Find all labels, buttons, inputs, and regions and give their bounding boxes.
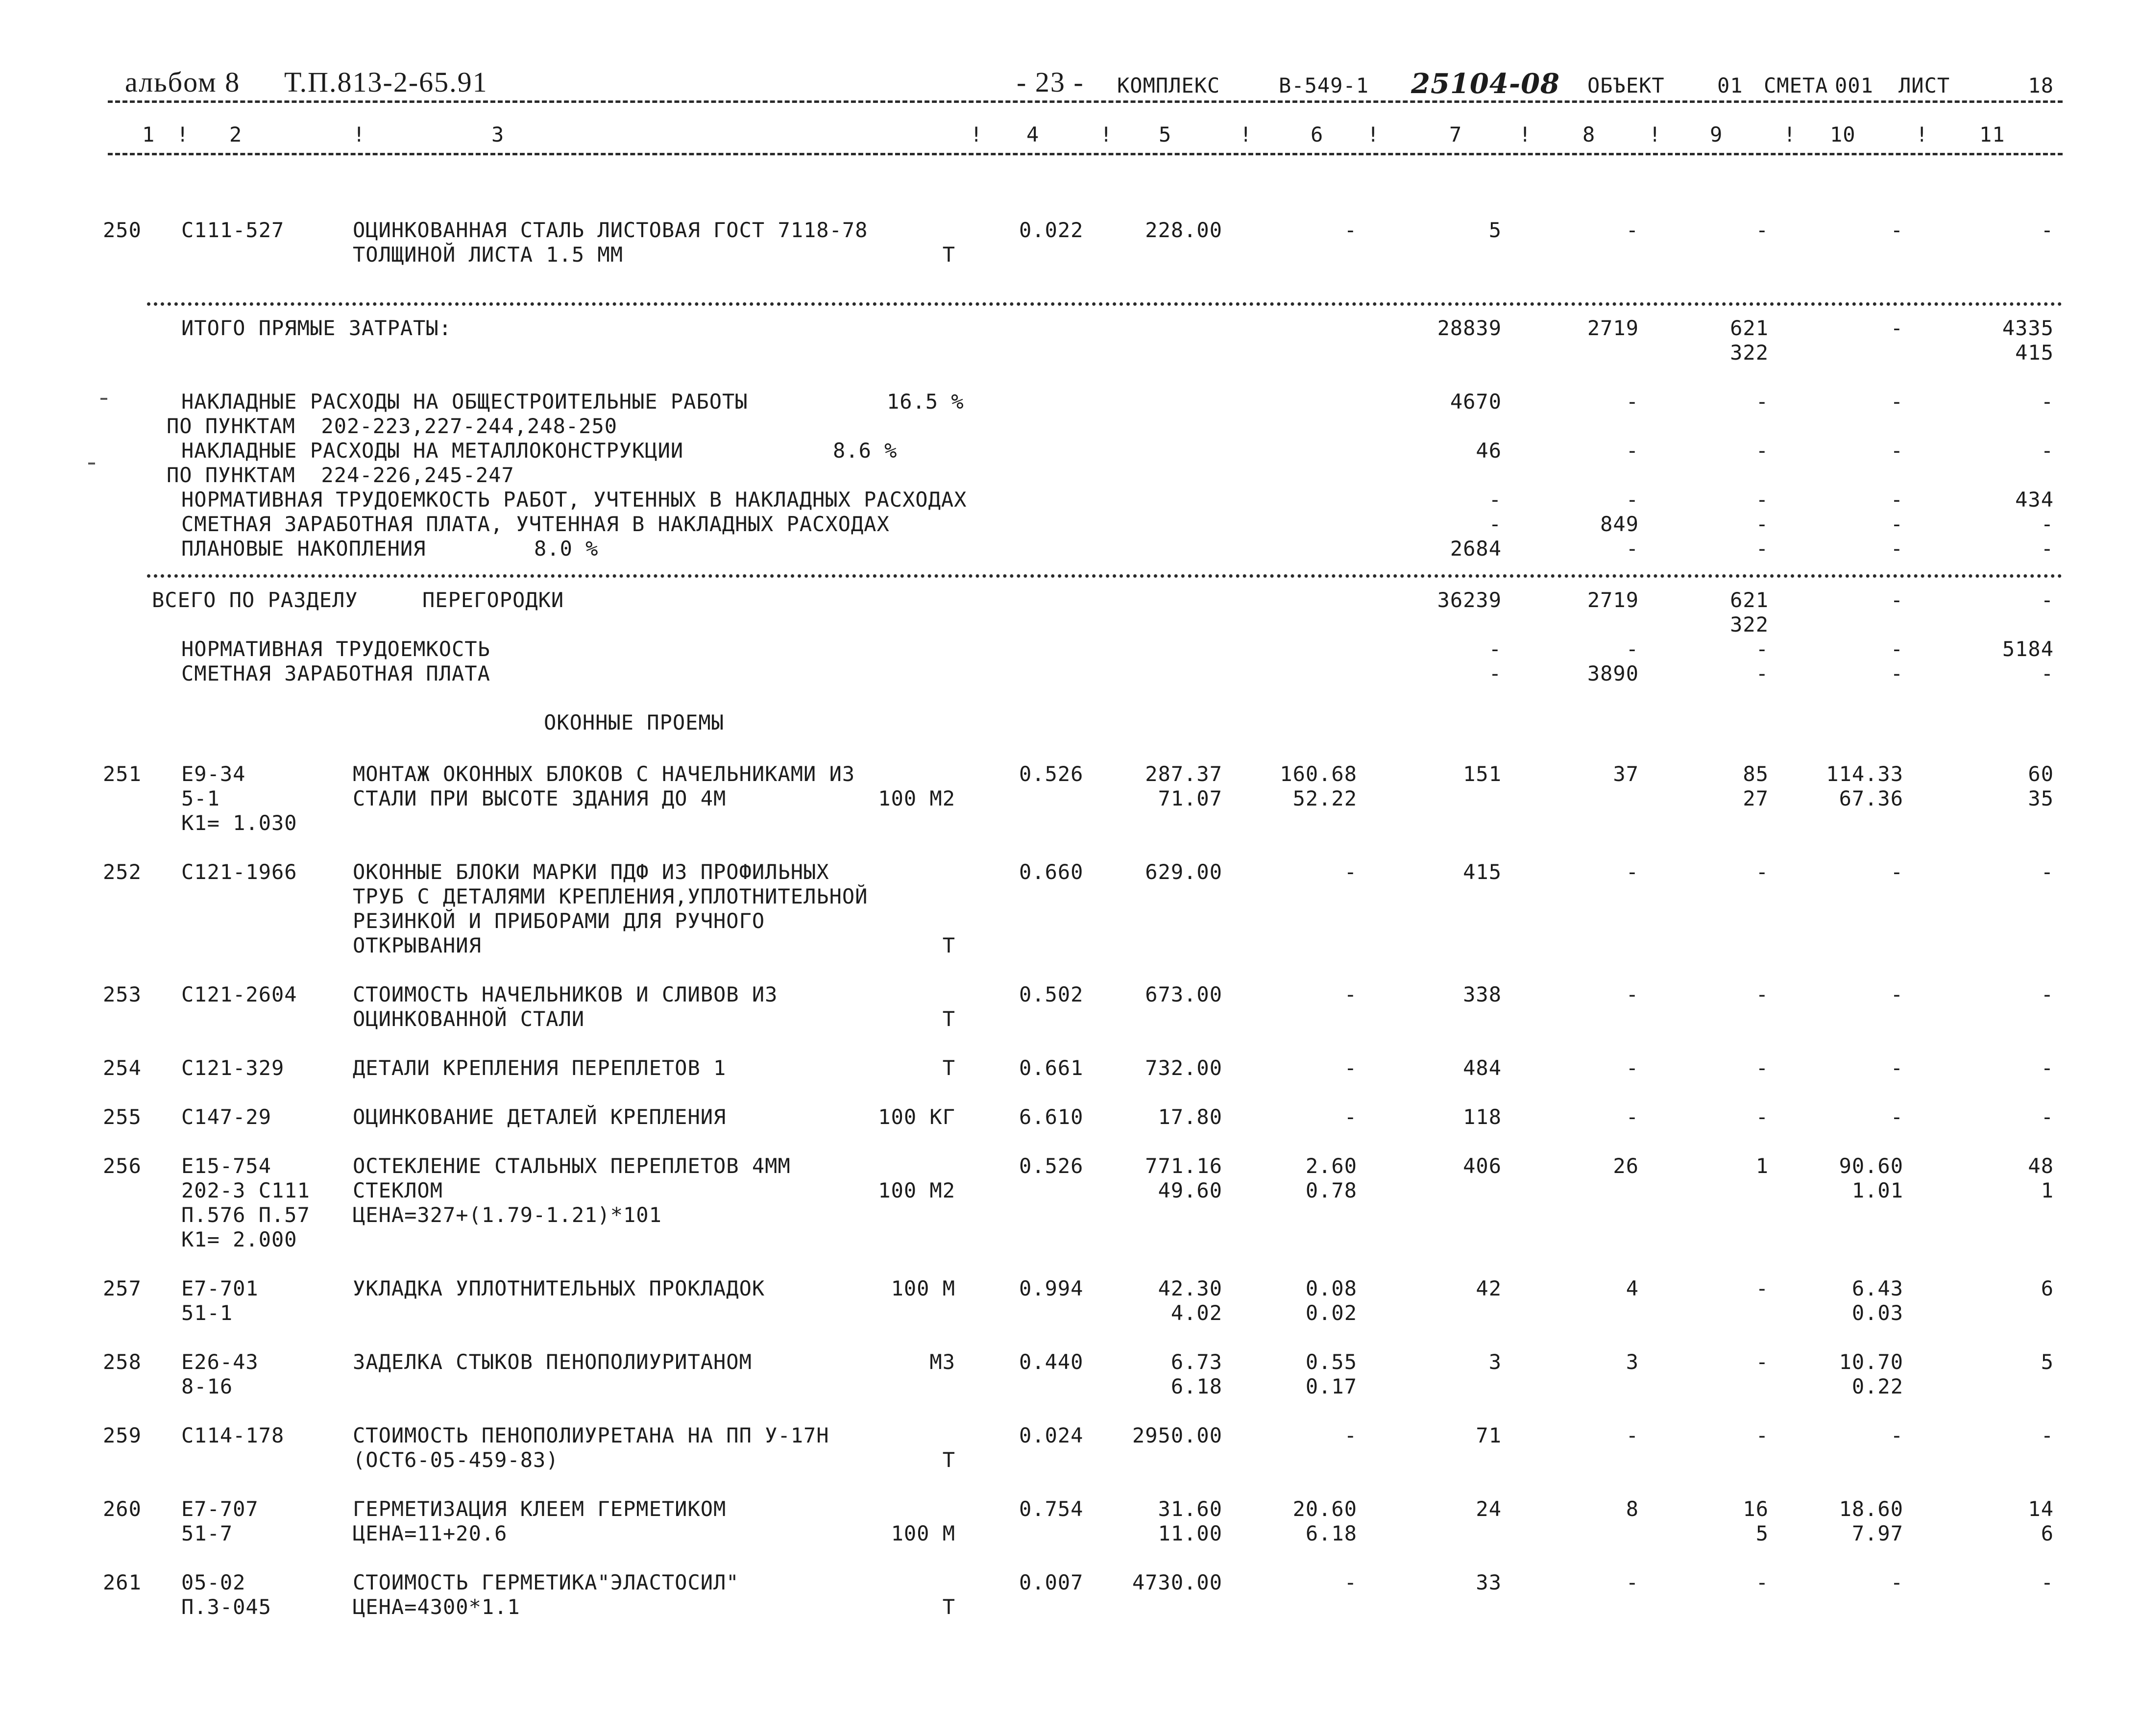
project-code: Т.П.813-2-65.91	[284, 66, 488, 98]
overhead-label: СМЕТНАЯ ЗАРАБОТНАЯ ПЛАТА, УЧТЕННАЯ В НАКЛАДНЫХ РАСХОДАХ	[181, 512, 890, 536]
unit-price: 6.18	[1170, 1374, 1222, 1398]
section-total-c11: -	[2041, 588, 2054, 612]
machine-total: -	[1755, 1570, 1769, 1594]
total-cost: 3	[1488, 1350, 1502, 1374]
item-code: С121-2604	[181, 982, 297, 1006]
unit-of-measure: Т	[942, 1007, 955, 1031]
labor-total: 1	[2041, 1178, 2054, 1202]
totals-c11: 4335	[2002, 316, 2054, 340]
column-number: 2	[229, 122, 243, 147]
section-total-c10: -	[1890, 588, 1903, 612]
sheet-number: 18	[2028, 73, 2054, 98]
norm-labor-c9: -	[1755, 637, 1769, 661]
machine-cost: -	[1344, 1105, 1357, 1129]
norm-labor-c10: -	[1890, 637, 1903, 661]
overhead-c11: -	[2041, 390, 2054, 414]
row-number: 254	[103, 1056, 142, 1080]
labor-total: -	[2041, 982, 2054, 1006]
item-code: 51-1	[181, 1301, 233, 1325]
unit-of-measure: 100 М	[891, 1521, 955, 1545]
item-description: ЦЕНА=4300*1.1	[353, 1595, 520, 1619]
overhead-c8: -	[1626, 439, 1639, 463]
row-number: 256	[103, 1154, 142, 1178]
column-separator: !	[1100, 122, 1113, 147]
column-separator: !	[1649, 122, 1662, 147]
row-number: 261	[103, 1570, 142, 1594]
item-code: С121-329	[181, 1056, 285, 1080]
item-code: 51-7	[181, 1521, 233, 1545]
item-code: 05-02	[181, 1570, 246, 1594]
unit-of-measure: Т	[942, 243, 955, 267]
overhead-c11: -	[2041, 537, 2054, 561]
unit-of-measure: Т	[942, 1056, 955, 1080]
labor-total: 6	[2041, 1276, 2054, 1300]
quantity: 0.024	[1019, 1423, 1084, 1447]
item-code: П.576 П.57	[181, 1203, 310, 1227]
wages-cost: 26	[1613, 1154, 1639, 1178]
column-number: 10	[1830, 122, 1856, 147]
labor-total: -	[2041, 1056, 2054, 1080]
quantity: 0.502	[1019, 982, 1084, 1006]
overhead-percent: 8.6 %	[833, 439, 898, 463]
wages-cost: -	[1626, 218, 1639, 242]
sheet-label: ЛИСТ	[1898, 73, 1950, 98]
overhead-points: ПО ПУНКТАМ 224-226,245-247	[167, 463, 514, 487]
item-description: УКЛАДКА УПЛОТНИТЕЛЬНЫХ ПРОКЛАДОК	[353, 1276, 765, 1300]
machine-total: -	[1755, 1056, 1769, 1080]
smeta-label: СМЕТА	[1764, 73, 1828, 98]
machine-total: 27	[1743, 786, 1769, 810]
norm-labor-c11: 5184	[2002, 637, 2054, 661]
unit-price: 732.00	[1145, 1056, 1222, 1080]
item-description: СТАЛИ ПРИ ВЫСОТЕ ЗДАНИЯ ДО 4М	[353, 786, 727, 810]
labor-norm: -	[1890, 218, 1903, 242]
item-code: П.3-045	[181, 1595, 272, 1619]
machine-total: -	[1755, 1105, 1769, 1129]
machine-total: 1	[1755, 1154, 1769, 1178]
unit-of-measure: 100 М2	[878, 1178, 955, 1202]
column-separator: !	[1519, 122, 1532, 147]
item-code: Е7-707	[181, 1497, 259, 1521]
machine-cost: -	[1344, 1056, 1357, 1080]
item-description: СТОИМОСТЬ НАЧЕЛЬНИКОВ И СЛИВОВ ИЗ	[353, 982, 778, 1006]
section-total-label: ВСЕГО ПО РАЗДЕЛУ ПЕРЕГОРОДКИ	[152, 588, 564, 612]
total-cost: 33	[1476, 1570, 1502, 1594]
unit-price: 287.37	[1145, 762, 1222, 786]
totals-c11: 415	[2015, 341, 2054, 365]
item-code: С111-527	[181, 218, 285, 242]
unit-price: 2950.00	[1132, 1423, 1222, 1447]
overhead-label: НОРМАТИВНАЯ ТРУДОЕМКОСТЬ РАБОТ, УЧТЕННЫХ В НАКЛАДНЫХ РАСХОДАХ	[181, 488, 967, 512]
wages-cost: 8	[1626, 1497, 1639, 1521]
overhead-percent: 8.0 %	[534, 537, 599, 561]
machine-cost: 20.60	[1292, 1497, 1357, 1521]
item-description: ОЦИНКОВАННАЯ СТАЛЬ ЛИСТОВАЯ ГОСТ 7118-78	[353, 218, 868, 242]
overhead-c10: -	[1890, 512, 1903, 536]
totals-label: ИТОГО ПРЯМЫЕ ЗАТРАТЫ:	[181, 316, 452, 340]
unit-price: 629.00	[1145, 860, 1222, 884]
overhead-label: НАКЛАДНЫЕ РАСХОДЫ НА ОБЩЕСТРОИТЕЛЬНЫЕ РАБОТЫ	[181, 390, 748, 414]
labor-norm: -	[1890, 1570, 1903, 1594]
column-separator: !	[1240, 122, 1253, 147]
overhead-c11: 434	[2015, 488, 2054, 512]
unit-price: 6.73	[1170, 1350, 1222, 1374]
column-number: 1	[142, 122, 155, 147]
item-description: ОЦИНКОВАННОЙ СТАЛИ	[353, 1007, 585, 1031]
labor-norm: 1.01	[1851, 1178, 1903, 1202]
labor-norm: 7.97	[1851, 1521, 1903, 1545]
unit-price: 673.00	[1145, 982, 1222, 1006]
overhead-c9: -	[1755, 537, 1769, 561]
quantity: 0.440	[1019, 1350, 1084, 1374]
machine-cost: 2.60	[1305, 1154, 1357, 1178]
labor-norm: -	[1890, 1423, 1903, 1447]
item-code: К1= 2.000	[181, 1227, 297, 1251]
item-code: 5-1	[181, 786, 220, 810]
quantity: 0.661	[1019, 1056, 1084, 1080]
section-total-c8: 2719	[1587, 588, 1639, 612]
totals-c8: 2719	[1587, 316, 1639, 340]
column-number: 11	[1979, 122, 2005, 147]
item-code: Е15-754	[181, 1154, 272, 1178]
machine-total: -	[1755, 1423, 1769, 1447]
unit-price: 49.60	[1158, 1178, 1222, 1202]
item-description: ОЦИНКОВАНИЕ ДЕТАЛЕЙ КРЕПЛЕНИЯ	[353, 1105, 727, 1129]
labor-total: -	[2041, 1570, 2054, 1594]
section-total-divider	[147, 574, 2063, 578]
overhead-c8: -	[1626, 537, 1639, 561]
item-code: С114-178	[181, 1423, 285, 1447]
overhead-c10: -	[1890, 390, 1903, 414]
unit-price: 42.30	[1158, 1276, 1222, 1300]
unit-price: 228.00	[1145, 218, 1222, 242]
total-cost: 42	[1476, 1276, 1502, 1300]
labor-norm: 67.36	[1839, 786, 1903, 810]
labor-total: -	[2041, 1105, 2054, 1129]
labor-total: 5	[2041, 1350, 2054, 1374]
overhead-c11: -	[2041, 439, 2054, 463]
overhead-points: ПО ПУНКТАМ 202-223,227-244,248-250	[167, 414, 618, 438]
column-separator: !	[1916, 122, 1929, 147]
wages-c9: -	[1755, 661, 1769, 685]
machine-cost: 0.17	[1305, 1374, 1357, 1398]
labor-norm: 90.60	[1839, 1154, 1903, 1178]
complex-label: КОМПЛЕКС	[1117, 73, 1220, 98]
labor-norm: 0.03	[1851, 1301, 1903, 1325]
wages-cost: 4	[1626, 1276, 1639, 1300]
overhead-label: НАКЛАДНЫЕ РАСХОДЫ НА МЕТАЛЛОКОНСТРУКЦИИ	[181, 439, 684, 463]
labor-norm: 6.43	[1851, 1276, 1903, 1300]
labor-total: -	[2041, 218, 2054, 242]
machine-cost: 160.68	[1280, 762, 1357, 786]
wages-c8: 3890	[1587, 661, 1639, 685]
machine-cost: 0.08	[1305, 1276, 1357, 1300]
item-description: ЦЕНА=327+(1.79-1.21)*101	[353, 1203, 662, 1227]
overhead-c10: -	[1890, 488, 1903, 512]
wages-cost: -	[1626, 1423, 1639, 1447]
total-cost: 415	[1463, 860, 1502, 884]
wages-label: СМЕТНАЯ ЗАРАБОТНАЯ ПЛАТА	[181, 661, 490, 685]
totals-c9: 621	[1730, 316, 1769, 340]
item-description: СТОИМОСТЬ ПЕНОПОЛИУРЕТАНА НА ПП У-17Н	[353, 1423, 829, 1447]
quantity: 6.610	[1019, 1105, 1084, 1129]
item-code: Е26-43	[181, 1350, 259, 1374]
item-description: ОКОННЫЕ БЛОКИ МАРКИ ПДФ ИЗ ПРОФИЛЬНЫХ	[353, 860, 829, 884]
machine-cost: 0.55	[1305, 1350, 1357, 1374]
machine-total: -	[1755, 218, 1769, 242]
labor-total: -	[2041, 860, 2054, 884]
unit-price: 11.00	[1158, 1521, 1222, 1545]
overhead-c8: -	[1626, 390, 1639, 414]
labor-total: -	[2041, 1423, 2054, 1447]
unit-of-measure: 100 М	[891, 1276, 955, 1300]
column-number: 3	[491, 122, 505, 147]
section-total-c9: 621	[1730, 588, 1769, 612]
unit-of-measure: Т	[942, 1595, 955, 1619]
wages-cost: 3	[1626, 1350, 1639, 1374]
unit-price: 771.16	[1145, 1154, 1222, 1178]
labor-norm: 0.22	[1851, 1374, 1903, 1398]
machine-total: -	[1755, 982, 1769, 1006]
item-code: К1= 1.030	[181, 811, 297, 835]
totals-divider	[147, 302, 2063, 306]
row-number: 255	[103, 1105, 142, 1129]
column-number: 5	[1159, 122, 1172, 147]
labor-norm: -	[1890, 982, 1903, 1006]
unit-price: 31.60	[1158, 1497, 1222, 1521]
overhead-c7: -	[1488, 512, 1502, 536]
overhead-label: ПЛАНОВЫЕ НАКОПЛЕНИЯ	[181, 537, 426, 561]
item-code: С121-1966	[181, 860, 297, 884]
unit-of-measure: 100 М2	[878, 786, 955, 810]
column-number: 8	[1582, 122, 1596, 147]
unit-price: 4730.00	[1132, 1570, 1222, 1594]
unit-of-measure: 100 КГ	[878, 1105, 955, 1129]
page-number: - 23 -	[1017, 66, 1084, 98]
machine-total: 85	[1743, 762, 1769, 786]
header-divider-top	[108, 100, 2063, 103]
column-separator: !	[1783, 122, 1797, 147]
item-code: Е7-701	[181, 1276, 259, 1300]
overhead-c9: -	[1755, 390, 1769, 414]
quantity: 0.526	[1019, 1154, 1084, 1178]
item-code: 202-3 С111	[181, 1178, 310, 1202]
handwritten-code: 25104-08	[1411, 68, 1560, 100]
overhead-c7: 46	[1476, 439, 1502, 463]
wages-cost: -	[1626, 1056, 1639, 1080]
total-cost: 71	[1476, 1423, 1502, 1447]
machine-total: -	[1755, 860, 1769, 884]
machine-total: -	[1755, 1276, 1769, 1300]
machine-cost: 52.22	[1292, 786, 1357, 810]
overhead-c7: 4670	[1450, 390, 1502, 414]
item-description: ОСТЕКЛЕНИЕ СТАЛЬНЫХ ПЕРЕПЛЕТОВ 4ММ	[353, 1154, 791, 1178]
machine-cost: -	[1344, 982, 1357, 1006]
overhead-c9: -	[1755, 512, 1769, 536]
overhead-c10: -	[1890, 439, 1903, 463]
wages-cost: -	[1626, 1105, 1639, 1129]
item-description: СТЕКЛОМ	[353, 1178, 443, 1202]
labor-total: 60	[2028, 762, 2054, 786]
total-cost: 338	[1463, 982, 1502, 1006]
item-description: ТРУБ С ДЕТАЛЯМИ КРЕПЛЕНИЯ,УПЛОТНИТЕЛЬНОЙ	[353, 884, 868, 908]
unit-price: 71.07	[1158, 786, 1222, 810]
item-code: Е9-34	[181, 762, 246, 786]
machine-total: 5	[1755, 1521, 1769, 1545]
wages-c10: -	[1890, 661, 1903, 685]
item-description: МОНТАЖ ОКОННЫХ БЛОКОВ С НАЧЕЛЬНИКАМИ ИЗ	[353, 762, 855, 786]
column-separator: !	[176, 122, 190, 147]
labor-norm: -	[1890, 1105, 1903, 1129]
norm-labor-c8: -	[1626, 637, 1639, 661]
machine-cost: 0.78	[1305, 1178, 1357, 1202]
labor-norm: 18.60	[1839, 1497, 1903, 1521]
quantity: 0.022	[1019, 218, 1084, 242]
quantity: 0.994	[1019, 1276, 1084, 1300]
row-number: 251	[103, 762, 142, 786]
overhead-c7: -	[1488, 488, 1502, 512]
labor-norm: -	[1890, 1056, 1903, 1080]
unit-of-measure: Т	[942, 933, 955, 957]
column-separator: !	[353, 122, 366, 147]
header-divider-bottom	[108, 153, 2063, 155]
wages-cost: -	[1626, 1570, 1639, 1594]
object-label: ОБЪЕКТ	[1587, 73, 1665, 98]
section-total-c9: 322	[1730, 612, 1769, 636]
total-cost: 484	[1463, 1056, 1502, 1080]
totals-c10: -	[1890, 316, 1903, 340]
column-number: 4	[1026, 122, 1040, 147]
object-number: 01	[1717, 73, 1743, 98]
labor-total: 35	[2028, 786, 2054, 810]
item-description: ГЕРМЕТИЗАЦИЯ КЛЕЕМ ГЕРМЕТИКОМ	[353, 1497, 727, 1521]
labor-norm: -	[1890, 860, 1903, 884]
machine-cost: -	[1344, 1423, 1357, 1447]
unit-of-measure: М3	[929, 1350, 955, 1374]
machine-cost: -	[1344, 218, 1357, 242]
overhead-c8: -	[1626, 488, 1639, 512]
item-description: (ОСТ6-05-459-83)	[353, 1448, 559, 1472]
item-code: 8-16	[181, 1374, 233, 1398]
machine-cost: -	[1344, 1570, 1357, 1594]
row-number: 258	[103, 1350, 142, 1374]
item-description: ЦЕНА=11+20.6	[353, 1521, 508, 1545]
labor-total: 6	[2041, 1521, 2054, 1545]
overhead-c9: -	[1755, 488, 1769, 512]
machine-cost: 6.18	[1305, 1521, 1357, 1545]
item-description: ЗАДЕЛКА СТЫКОВ ПЕНОПОЛИУРИТАНОМ	[353, 1350, 752, 1374]
item-description: ДЕТАЛИ КРЕПЛЕНИЯ ПЕРЕПЛЕТОВ 1	[353, 1056, 727, 1080]
labor-norm: 114.33	[1826, 762, 1903, 786]
norm-labor-label: НОРМАТИВНАЯ ТРУДОЕМКОСТЬ	[181, 637, 490, 661]
column-separator: !	[1367, 122, 1380, 147]
item-description: ТОЛЩИНОЙ ЛИСТА 1.5 ММ	[353, 243, 624, 267]
section-heading: ОКОННЫЕ ПРОЕМЫ	[544, 710, 725, 734]
quantity: 0.754	[1019, 1497, 1084, 1521]
total-cost: 24	[1476, 1497, 1502, 1521]
column-number: 6	[1311, 122, 1324, 147]
total-cost: 5	[1488, 218, 1502, 242]
overhead-percent: 16.5 %	[887, 390, 964, 414]
norm-labor-c7: -	[1488, 637, 1502, 661]
column-separator: !	[970, 122, 983, 147]
wages-c11: -	[2041, 661, 2054, 685]
quantity: 0.660	[1019, 860, 1084, 884]
machine-total: 16	[1743, 1497, 1769, 1521]
row-number: 257	[103, 1276, 142, 1300]
row-number: 259	[103, 1423, 142, 1447]
labor-norm: 10.70	[1839, 1350, 1903, 1374]
overhead-c10: -	[1890, 537, 1903, 561]
item-description: СТОИМОСТЬ ГЕРМЕТИКА"ЭЛАСТОСИЛ"	[353, 1570, 739, 1594]
column-number: 7	[1449, 122, 1462, 147]
overhead-c11: -	[2041, 512, 2054, 536]
margin-tick	[88, 463, 95, 465]
complex-code: В-549-1	[1279, 73, 1369, 98]
item-code: С147-29	[181, 1105, 272, 1129]
margin-tick	[100, 398, 107, 400]
unit-price: 17.80	[1158, 1105, 1222, 1129]
unit-price: 4.02	[1170, 1301, 1222, 1325]
totals-c7: 28839	[1437, 316, 1502, 340]
unit-of-measure: Т	[942, 1448, 955, 1472]
quantity: 0.007	[1019, 1570, 1084, 1594]
wages-c7: -	[1488, 661, 1502, 685]
total-cost: 118	[1463, 1105, 1502, 1129]
labor-total: 48	[2028, 1154, 2054, 1178]
album-label: альбом 8	[125, 66, 241, 98]
total-cost: 406	[1463, 1154, 1502, 1178]
labor-total: 14	[2028, 1497, 2054, 1521]
wages-cost: -	[1626, 982, 1639, 1006]
machine-cost: -	[1344, 860, 1357, 884]
section-total-c7: 36239	[1437, 588, 1502, 612]
machine-cost: 0.02	[1305, 1301, 1357, 1325]
quantity: 0.526	[1019, 762, 1084, 786]
smeta-number: 001	[1835, 73, 1873, 98]
row-number: 253	[103, 982, 142, 1006]
total-cost: 151	[1463, 762, 1502, 786]
row-number: 260	[103, 1497, 142, 1521]
row-number: 250	[103, 218, 142, 242]
item-description: РЕЗИНКОЙ И ПРИБОРАМИ ДЛЯ РУЧНОГО	[353, 909, 765, 933]
row-number: 252	[103, 860, 142, 884]
totals-c9: 322	[1730, 341, 1769, 365]
wages-cost: 37	[1613, 762, 1639, 786]
overhead-c8: 849	[1600, 512, 1639, 536]
machine-total: -	[1755, 1350, 1769, 1374]
overhead-c7: 2684	[1450, 537, 1502, 561]
wages-cost: -	[1626, 860, 1639, 884]
column-number: 9	[1710, 122, 1723, 147]
item-description: ОТКРЫВАНИЯ	[353, 933, 482, 957]
overhead-c9: -	[1755, 439, 1769, 463]
